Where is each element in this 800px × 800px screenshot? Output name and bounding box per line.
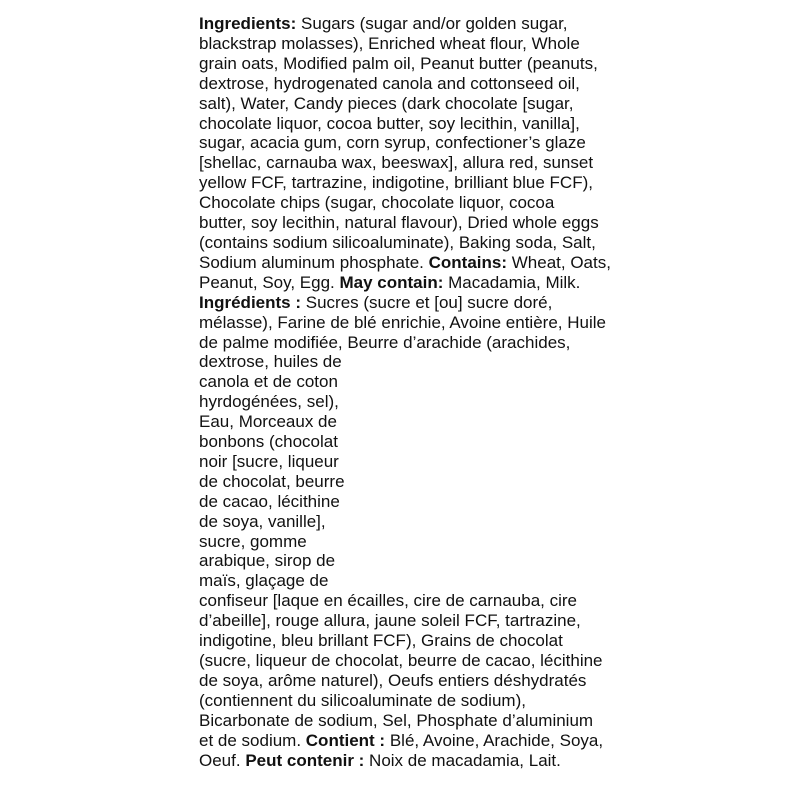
ingredient-text: grain oats, Modified palm oil, Peanut butter (peanuts, [199,53,598,73]
ingredient-text: de soya, arôme naturel), Oeufs entiers déshydratés [199,670,587,690]
ingredient-text: (contains sodium silicoaluminate), Baking soda, Salt, [199,232,596,252]
ingredient-text: yellow FCF, tartrazine, indigotine, brilliant blue FCF), [199,173,593,193]
ingredient-line [199,671,619,691]
ingredient-text: maïs, glaçage de [199,571,329,591]
ingredient-line [199,133,619,153]
ingredient-line [199,611,619,631]
ingredient-text: bonbons (chocolat [199,432,338,452]
ingredient-text: [shellac, carnauba wax, beeswax], allura red, sunset [199,153,594,173]
ingredient-line [199,213,619,233]
ingredient-text: Bicarbonate de sodium, Sel, Phosphate d’aluminium [199,710,594,730]
ingredient-line [199,631,619,651]
section-heading: Contains: [428,252,508,272]
ingredient-text: Macadamia, Milk. [443,272,581,292]
ingredient-text: Chocolate chips (sugar, chocolate liquor, cocoa [199,193,555,213]
ingredient-line [199,54,619,74]
ingredient-line [199,651,619,671]
ingredient-text: blackstrap molasses), Enriched wheat flour, Whole [199,33,580,53]
ingredient-text: (sucre, liqueur de chocolat, beurre de cacao, lécithine [199,651,603,670]
ingredient-text: sucre, gomme [199,531,307,551]
ingredient-text: Oeuf. [199,750,246,770]
ingredient-line [199,233,619,253]
ingredient-line [199,94,619,114]
section-heading: May contain: [339,272,444,292]
ingredient-line [199,273,619,293]
ingredient-line [199,711,619,731]
ingredient-text: et de sodium. [199,730,306,750]
ingredient-line [199,532,619,552]
section-heading: Ingrédients : [199,292,302,312]
section-heading: Contient : [305,730,386,750]
ingredient-text: canola et de coton [199,372,338,392]
ingredient-line [199,313,619,333]
ingredient-text: indigotine, bleu brillant FCF), Grains de chocolat [199,631,563,651]
ingredient-text: de chocolat, beurre [199,471,345,491]
ingredient-text: Peanut, Soy, Egg. [199,272,340,292]
ingredient-line [199,571,619,591]
ingredient-text: noir [sucre, liqueur [199,451,339,471]
ingredient-line [199,14,619,34]
ingredient-text: confiseur [laque en écailles, cire de carnauba, cire [199,591,577,611]
ingredient-line [199,352,619,372]
ingredient-line [199,432,619,452]
ingredient-line [199,153,619,173]
ingredient-text: Noix de macadamia, Lait. [364,750,561,770]
ingredient-text: hyrdogénées, sel), [199,392,339,412]
section-heading: Peut contenir : [245,750,365,770]
ingredient-line [199,173,619,193]
ingredient-line [199,253,619,273]
ingredient-line [199,731,619,751]
ingredient-text: Wheat, Oats, [507,252,611,272]
ingredient-line [199,293,619,313]
ingredient-text: de soya, vanille], [199,511,326,531]
ingredients-label [199,14,619,770]
ingredient-text: d’abeille], rouge allura, jaune soleil FCF, tartrazine, [199,611,581,631]
ingredient-text: mélasse), Farine de blé enrichie, Avoine entière, Huile [199,312,606,332]
ingredient-text: salt), Water, Candy pieces (dark chocolate [sugar, [199,93,574,113]
ingredient-line [199,34,619,54]
ingredient-line [199,591,619,611]
ingredient-line [199,512,619,532]
ingredient-text: (contiennent du silicoaluminate de sodium), [199,690,526,710]
ingredient-text: Eau, Morceaux de [199,412,337,432]
ingredient-line [199,551,619,571]
ingredient-text: Sucres (sucre et [ou] sucre doré, [301,292,553,312]
ingredient-line [199,492,619,512]
ingredient-text: dextrose, hydrogenated canola and cottonseed oil, [199,73,580,93]
section-heading: Ingredients: [199,14,297,33]
ingredient-line [199,74,619,94]
ingredient-line [199,452,619,472]
ingredient-line [199,392,619,412]
ingredient-line [199,691,619,711]
ingredient-text: arabique, sirop de [199,551,336,571]
ingredient-line [199,114,619,134]
ingredient-text: Blé, Avoine, Arachide, Soya, [385,730,604,750]
ingredient-line [199,472,619,492]
ingredient-text: Sugars (sugar and/or golden sugar, [296,14,568,33]
ingredient-text: Sodium aluminum phosphate. [199,252,429,272]
ingredient-text: dextrose, huiles de [199,352,342,372]
ingredient-line [199,333,619,353]
ingredient-line [199,372,619,392]
ingredient-text: butter, soy lecithin, natural flavour), Dried whole eggs [199,213,599,233]
ingredient-text: de palme modifiée, Beurre d’arachide (arachides, [199,332,571,352]
ingredient-line [199,193,619,213]
ingredient-text: sugar, acacia gum, corn syrup, confectioner’s glaze [199,133,586,153]
ingredient-text: chocolate liquor, cocoa butter, soy lecithin, vanilla], [199,113,580,133]
ingredient-text: de cacao, lécithine [199,491,340,511]
ingredient-line [199,751,619,771]
ingredient-line [199,412,619,432]
